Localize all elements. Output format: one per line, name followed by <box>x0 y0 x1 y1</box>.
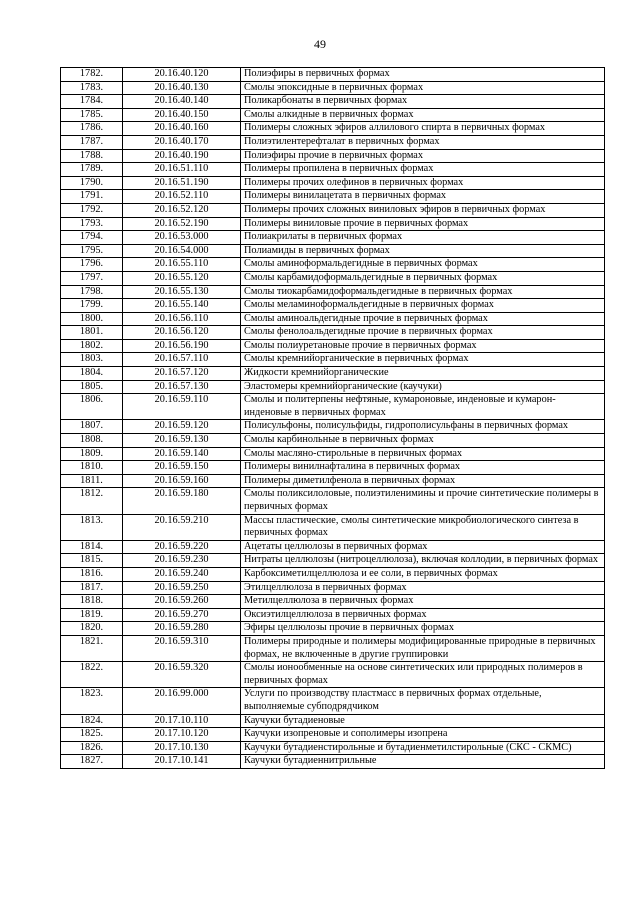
product-name: Смолы карбамидоформальдегидные в первичных формах <box>241 271 605 285</box>
table-row <box>61 95 605 109</box>
table-row <box>61 755 605 769</box>
table-row <box>61 622 605 636</box>
table-row <box>61 461 605 475</box>
product-code: 20.16.55.140 <box>123 299 241 313</box>
row-number: 1782. <box>61 68 123 82</box>
product-code: 20.17.10.130 <box>123 741 241 755</box>
table-row <box>61 353 605 367</box>
table-row <box>61 420 605 434</box>
table-row <box>61 595 605 609</box>
table-row <box>61 434 605 448</box>
product-code: 20.16.59.230 <box>123 554 241 568</box>
product-name: Полиамиды в первичных формах <box>241 244 605 258</box>
product-code: 20.16.59.310 <box>123 635 241 661</box>
row-number: 1799. <box>61 299 123 313</box>
product-name: Поликарбонаты в первичных формах <box>241 95 605 109</box>
product-code: 20.16.57.130 <box>123 380 241 394</box>
product-name: Смолы кремнийорганические в первичных формах <box>241 353 605 367</box>
product-code: 20.16.59.280 <box>123 622 241 636</box>
row-number: 1814. <box>61 540 123 554</box>
product-code: 20.16.56.110 <box>123 312 241 326</box>
product-code: 20.16.53.000 <box>123 231 241 245</box>
product-name: Каучуки изопреновые и сополимеры изопрена <box>241 728 605 742</box>
product-code: 20.16.54.000 <box>123 244 241 258</box>
row-number: 1819. <box>61 608 123 622</box>
product-code: 20.16.56.190 <box>123 339 241 353</box>
row-number: 1812. <box>61 488 123 514</box>
row-number: 1801. <box>61 326 123 340</box>
product-name: Метилцеллюлоза в первичных формах <box>241 595 605 609</box>
row-number: 1809. <box>61 447 123 461</box>
row-number: 1800. <box>61 312 123 326</box>
table-row <box>61 447 605 461</box>
product-name: Смолы ионообменные на основе синтетических или природных полимеров в первичных формах <box>241 662 605 688</box>
table-row <box>61 299 605 313</box>
table-body <box>61 68 605 769</box>
product-name: Полиакрилаты в первичных формах <box>241 231 605 245</box>
table-row <box>61 688 605 714</box>
product-name: Полимеры виниловые прочие в первичных формах <box>241 217 605 231</box>
table-row <box>61 488 605 514</box>
product-code: 20.16.51.110 <box>123 163 241 177</box>
product-code: 20.16.59.320 <box>123 662 241 688</box>
product-code: 20.16.40.120 <box>123 68 241 82</box>
product-name: Нитраты целлюлозы (нитроцеллюлоза), включая коллодии, в первичных формах <box>241 554 605 568</box>
product-code: 20.16.59.210 <box>123 514 241 540</box>
product-name: Смолы алкидные в первичных формах <box>241 108 605 122</box>
product-code: 20.16.57.110 <box>123 353 241 367</box>
row-number: 1827. <box>61 755 123 769</box>
row-number: 1796. <box>61 258 123 272</box>
table-row <box>61 258 605 272</box>
product-name: Полимеры сложных эфиров аллилового спирта в первичных формах <box>241 122 605 136</box>
row-number: 1815. <box>61 554 123 568</box>
product-name: Полимеры прочих сложных виниловых эфиров в первичных формах <box>241 203 605 217</box>
product-name: Полиэфиры в первичных формах <box>241 68 605 82</box>
product-code: 20.16.59.130 <box>123 434 241 448</box>
table-row <box>61 81 605 95</box>
row-number: 1825. <box>61 728 123 742</box>
table-row <box>61 367 605 381</box>
product-name: Массы пластические, смолы синтетические микробиологического синтеза в первичных формах <box>241 514 605 540</box>
product-code: 20.16.59.180 <box>123 488 241 514</box>
product-code-table <box>60 67 605 769</box>
row-number: 1804. <box>61 367 123 381</box>
table-row <box>61 244 605 258</box>
table-row <box>61 380 605 394</box>
product-name: Эластомеры кремнийорганические (каучуки) <box>241 380 605 394</box>
product-code: 20.16.59.250 <box>123 581 241 595</box>
product-name: Жидкости кремнийорганические <box>241 367 605 381</box>
product-code: 20.16.59.120 <box>123 420 241 434</box>
table-row <box>61 728 605 742</box>
row-number: 1803. <box>61 353 123 367</box>
product-code: 20.16.59.160 <box>123 474 241 488</box>
row-number: 1790. <box>61 176 123 190</box>
product-code: 20.17.10.141 <box>123 755 241 769</box>
table-row <box>61 68 605 82</box>
product-name: Смолы поликсилоловые, полиэтиленимины и прочие синтетические полимеры в первичных формах <box>241 488 605 514</box>
product-code: 20.16.55.130 <box>123 285 241 299</box>
product-name: Полимеры пропилена в первичных формах <box>241 163 605 177</box>
product-code: 20.16.40.150 <box>123 108 241 122</box>
product-code: 20.16.51.190 <box>123 176 241 190</box>
row-number: 1813. <box>61 514 123 540</box>
product-name: Полимеры диметилфенола в первичных формах <box>241 474 605 488</box>
table-row <box>61 394 605 420</box>
row-number: 1802. <box>61 339 123 353</box>
product-name: Смолы тиокарбамидоформальдегидные в первичных формах <box>241 285 605 299</box>
row-number: 1793. <box>61 217 123 231</box>
product-code: 20.16.56.120 <box>123 326 241 340</box>
table-row <box>61 326 605 340</box>
product-name: Полисульфоны, полисульфиды, гидрополисульфаны в первичных формах <box>241 420 605 434</box>
product-code: 20.16.40.170 <box>123 135 241 149</box>
product-code: 20.16.40.130 <box>123 81 241 95</box>
table-row <box>61 714 605 728</box>
table-row <box>61 217 605 231</box>
product-code: 20.16.59.150 <box>123 461 241 475</box>
product-name: Этилцеллюлоза в первичных формах <box>241 581 605 595</box>
table-row <box>61 581 605 595</box>
product-name: Смолы аминоформальдегидные в первичных формах <box>241 258 605 272</box>
product-name: Полиэфиры прочие в первичных формах <box>241 149 605 163</box>
table-row <box>61 176 605 190</box>
product-code: 20.16.55.120 <box>123 271 241 285</box>
row-number: 1817. <box>61 581 123 595</box>
table-row <box>61 190 605 204</box>
product-name: Смолы и политерпены нефтяные, кумароновые, инденовые и кумарон-инденовые в первичных формах <box>241 394 605 420</box>
row-number: 1798. <box>61 285 123 299</box>
product-name: Ацетаты целлюлозы в первичных формах <box>241 540 605 554</box>
table-row <box>61 163 605 177</box>
table-row <box>61 135 605 149</box>
product-name: Услуги по производству пластмасс в первичных формах отдельные, выполняемые субподрядчиком <box>241 688 605 714</box>
row-number: 1787. <box>61 135 123 149</box>
product-code: 20.16.52.120 <box>123 203 241 217</box>
product-code: 20.16.57.120 <box>123 367 241 381</box>
product-code: 20.16.59.240 <box>123 567 241 581</box>
page-number: 49 <box>314 37 326 51</box>
row-number: 1820. <box>61 622 123 636</box>
product-name: Оксиэтилцеллюлоза в первичных формах <box>241 608 605 622</box>
table-row <box>61 662 605 688</box>
row-number: 1816. <box>61 567 123 581</box>
product-name: Смолы эпоксидные в первичных формах <box>241 81 605 95</box>
product-name: Каучуки бутадиеновые <box>241 714 605 728</box>
table-row <box>61 203 605 217</box>
product-code: 20.16.59.260 <box>123 595 241 609</box>
product-code: 20.17.10.110 <box>123 714 241 728</box>
row-number: 1823. <box>61 688 123 714</box>
table-row <box>61 554 605 568</box>
product-name: Каучуки бутадиенстирольные и бутадиенметилстирольные (СКС - СКМС) <box>241 741 605 755</box>
product-code: 20.16.59.220 <box>123 540 241 554</box>
row-number: 1821. <box>61 635 123 661</box>
row-number: 1806. <box>61 394 123 420</box>
row-number: 1808. <box>61 434 123 448</box>
row-number: 1791. <box>61 190 123 204</box>
table-row <box>61 271 605 285</box>
product-code: 20.16.52.190 <box>123 217 241 231</box>
product-code: 20.16.99.000 <box>123 688 241 714</box>
row-number: 1792. <box>61 203 123 217</box>
product-name: Полимеры прочих олефинов в первичных формах <box>241 176 605 190</box>
table-row <box>61 635 605 661</box>
product-name: Каучуки бутадиеннитрильные <box>241 755 605 769</box>
product-name: Полимеры природные и полимеры модифицированные природные в первичных формах, не включенные в другие группировки <box>241 635 605 661</box>
row-number: 1784. <box>61 95 123 109</box>
row-number: 1789. <box>61 163 123 177</box>
table-row <box>61 108 605 122</box>
row-number: 1788. <box>61 149 123 163</box>
product-code: 20.16.59.140 <box>123 447 241 461</box>
table-row <box>61 567 605 581</box>
product-name: Эфиры целлюлозы прочие в первичных формах <box>241 622 605 636</box>
product-code: 20.16.59.110 <box>123 394 241 420</box>
table-row <box>61 514 605 540</box>
table-row <box>61 608 605 622</box>
table-row <box>61 285 605 299</box>
row-number: 1794. <box>61 231 123 245</box>
row-number: 1805. <box>61 380 123 394</box>
product-code: 20.16.40.190 <box>123 149 241 163</box>
row-number: 1785. <box>61 108 123 122</box>
product-name: Смолы аминоальдегидные прочие в первичных формах <box>241 312 605 326</box>
table-row <box>61 122 605 136</box>
row-number: 1818. <box>61 595 123 609</box>
product-name: Полимеры винилнафталина в первичных формах <box>241 461 605 475</box>
product-name: Смолы масляно-стирольные в первичных формах <box>241 447 605 461</box>
product-name: Смолы карбинольные в первичных формах <box>241 434 605 448</box>
table-row <box>61 312 605 326</box>
row-number: 1786. <box>61 122 123 136</box>
product-name: Смолы фенолоальдегидные прочие в первичных формах <box>241 326 605 340</box>
row-number: 1822. <box>61 662 123 688</box>
table-row <box>61 741 605 755</box>
row-number: 1810. <box>61 461 123 475</box>
row-number: 1824. <box>61 714 123 728</box>
table-row <box>61 339 605 353</box>
row-number: 1797. <box>61 271 123 285</box>
product-name: Полиэтилентерефталат в первичных формах <box>241 135 605 149</box>
product-code: 20.16.55.110 <box>123 258 241 272</box>
row-number: 1795. <box>61 244 123 258</box>
table-row <box>61 474 605 488</box>
product-code: 20.17.10.120 <box>123 728 241 742</box>
table-row <box>61 231 605 245</box>
row-number: 1811. <box>61 474 123 488</box>
row-number: 1807. <box>61 420 123 434</box>
product-code: 20.16.40.140 <box>123 95 241 109</box>
table-row <box>61 540 605 554</box>
product-code: 20.16.59.270 <box>123 608 241 622</box>
product-name: Смолы полиуретановые прочие в первичных формах <box>241 339 605 353</box>
row-number: 1826. <box>61 741 123 755</box>
product-name: Смолы меламиноформальдегидные в первичных формах <box>241 299 605 313</box>
product-name: Карбоксиметилцеллюлоза и ее соли, в первичных формах <box>241 567 605 581</box>
row-number: 1783. <box>61 81 123 95</box>
product-code: 20.16.40.160 <box>123 122 241 136</box>
product-name: Полимеры винилацетата в первичных формах <box>241 190 605 204</box>
product-code: 20.16.52.110 <box>123 190 241 204</box>
table-row <box>61 149 605 163</box>
